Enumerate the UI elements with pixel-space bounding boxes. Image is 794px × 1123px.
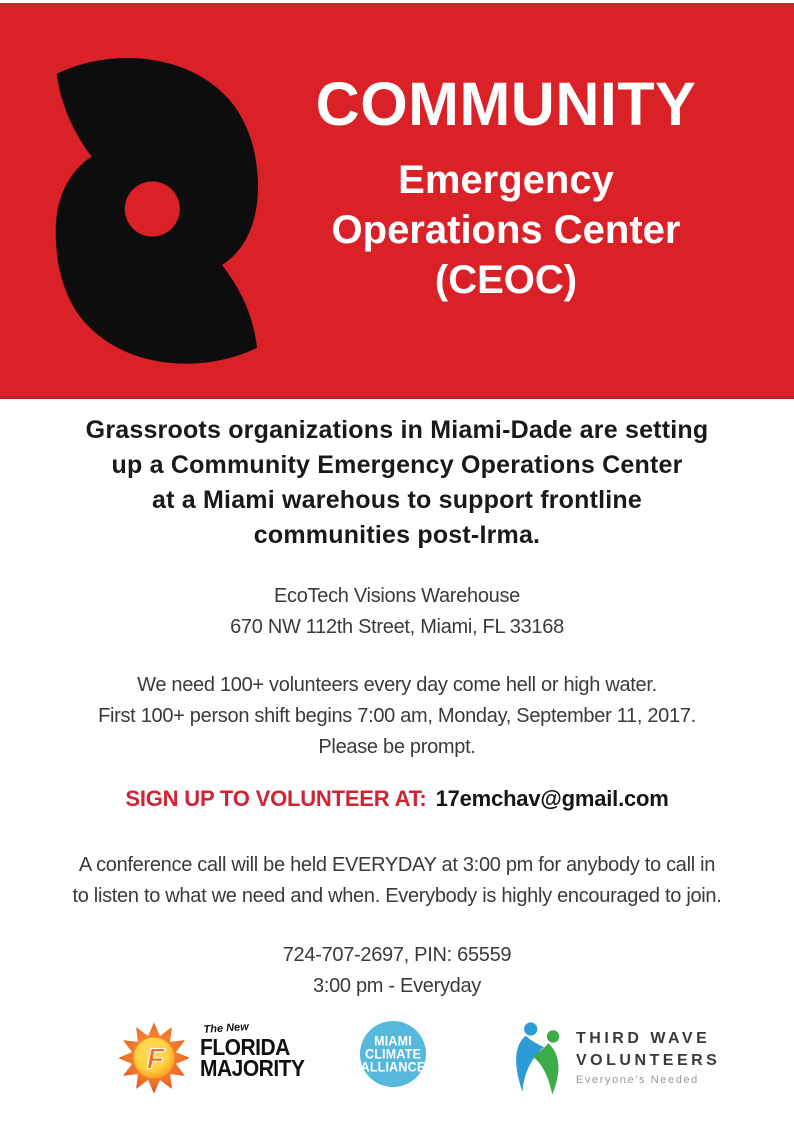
subtitle-line: Operations Center	[331, 208, 681, 253]
call-phone-pin: 724-707-2697, PIN: 65559	[282, 944, 512, 966]
need-line: First 100+ person shift begins 7:00 am, Monday, September 11, 2017.	[98, 705, 696, 727]
intro-line: up a Community Emergency Operations Center	[111, 451, 683, 479]
twv-tagline: Everyone's Needed	[576, 1074, 699, 1086]
need-line: We need 100+ volunteers every day come hell or high water.	[137, 674, 657, 696]
logo-new-florida-majority	[116, 1016, 316, 1100]
twv-text	[576, 1028, 720, 1086]
twv-line: THIRD WAVE	[576, 1030, 711, 1047]
volunteer-need-block	[0, 670, 794, 763]
call-schedule: 3:00 pm - Everyday	[312, 975, 481, 997]
call-details-block	[0, 940, 794, 1002]
flyer-subtitle	[272, 155, 740, 305]
mca-line: ALLIANCE	[360, 1058, 426, 1075]
twv-line: VOLUNTEERS	[576, 1052, 721, 1069]
banner-text	[272, 69, 740, 305]
need-line: Please be prompt.	[318, 736, 476, 758]
conference-block	[0, 850, 794, 912]
nfm-line: FLORIDA	[200, 1034, 290, 1061]
wave-figures-icon	[510, 1020, 568, 1096]
flyer-header	[0, 3, 794, 399]
nfm-text	[200, 1020, 305, 1082]
nfm-pre-label: The New	[203, 1020, 250, 1036]
sun-icon	[116, 1020, 192, 1096]
nfm-line: MAJORITY	[200, 1055, 305, 1082]
subtitle-line: Emergency	[398, 158, 614, 203]
intro-line: at a Miami warehous to support frontline	[152, 486, 642, 514]
logo-miami-climate-alliance	[360, 1021, 426, 1087]
logo-third-wave-volunteers	[510, 1018, 721, 1102]
venue-address: 670 NW 112th Street, Miami, FL 33168	[230, 616, 564, 638]
mca-line: CLIMATE	[364, 1045, 422, 1062]
subtitle-line: (CEOC)	[434, 258, 578, 303]
mca-line: MIAMI	[374, 1032, 412, 1049]
conference-line: to listen to what we need and when. Everybody is highly encouraged to join.	[72, 885, 722, 907]
venue-block	[0, 581, 794, 643]
nfm-monogram: F	[146, 1043, 165, 1076]
mca-circle-icon	[360, 1021, 426, 1087]
venue-name: EcoTech Visions Warehouse	[274, 585, 520, 607]
intro-line: communities post-Irma.	[253, 521, 541, 549]
flyer-title: COMMUNITY	[315, 70, 697, 138]
intro-paragraph	[0, 413, 794, 553]
conference-line: A conference call will be held EVERYDAY at 3:00 pm for anybody to call in	[78, 854, 716, 876]
hurricane-icon	[30, 39, 280, 379]
signup-label: SIGN UP TO VOLUNTEER AT:	[125, 786, 427, 811]
signup-line	[0, 786, 794, 812]
signup-email: 17emchav@gmail.com	[435, 786, 669, 811]
intro-line: Grassroots organizations in Miami-Dade are setting	[85, 416, 709, 444]
